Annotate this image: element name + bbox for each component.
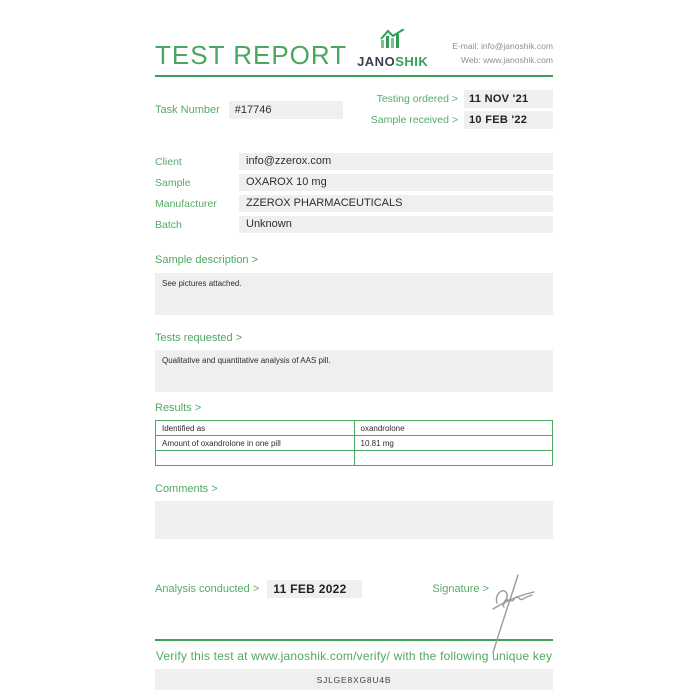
analysis-date-value: 11 FEB 2022: [267, 580, 362, 598]
result-value-amount: 10.81 mg: [354, 436, 553, 451]
manufacturer-value: ZZEROX PHARMACEUTICALS: [239, 195, 553, 212]
sample-label: Sample: [155, 177, 191, 189]
bar-chart-growth-icon: [379, 29, 407, 53]
client-label: Client: [155, 156, 182, 168]
results-table: [155, 420, 553, 466]
sample-received-row: [371, 111, 553, 129]
info-row-manufacturer: [155, 195, 553, 212]
comments-box: [155, 501, 553, 539]
comments-section: [155, 483, 553, 539]
report-header: [155, 28, 553, 70]
comments-heading: Comments >: [155, 483, 218, 495]
contact-info: [452, 39, 553, 70]
dates-column: [371, 90, 553, 129]
info-row-client: [155, 153, 553, 170]
page-title: TEST REPORT: [155, 40, 348, 70]
batch-value: Unknown: [239, 216, 553, 233]
signature-label: Signature >: [432, 583, 489, 595]
task-row: [155, 90, 553, 129]
logo-jano-text: JANO: [357, 54, 396, 69]
result-key-empty: [156, 451, 355, 466]
header-divider: [155, 75, 553, 77]
results-section: [155, 402, 553, 466]
analysis-conducted-group: [155, 580, 362, 598]
sample-description-heading: Sample description >: [155, 254, 259, 266]
testing-ordered-label: Testing ordered >: [376, 93, 458, 105]
table-row: [156, 451, 553, 466]
verify-instructions: Verify this test at www.janoshik.com/verify/ with the following unique key: [155, 649, 553, 663]
task-number-value: #17746: [229, 101, 343, 119]
info-row-batch: [155, 216, 553, 233]
tests-requested-heading: Tests requested >: [155, 332, 243, 344]
sample-received-label: Sample received >: [370, 114, 458, 126]
testing-ordered-row: [371, 90, 553, 108]
signature-image: [480, 573, 539, 657]
info-row-sample: [155, 174, 553, 191]
sample-value: OXAROX 10 mg: [239, 174, 553, 191]
result-value-identified: oxandrolone: [354, 421, 553, 436]
task-number-label: Task Number: [155, 103, 220, 116]
table-row: [156, 436, 553, 451]
contact-web: Web: www.janoshik.com: [461, 54, 553, 65]
tests-requested-box: Qualitative and quantitative analysis of AAS pill.: [155, 350, 553, 392]
result-key-amount: Amount of oxandrolone in one pill: [156, 436, 355, 451]
batch-label: Batch: [155, 219, 182, 231]
sample-info-block: [155, 153, 553, 233]
logo-wordmark: [357, 55, 428, 68]
table-row: [156, 421, 553, 436]
logo-shik-text: SHIK: [395, 54, 429, 69]
client-value: info@zzerox.com: [239, 153, 553, 170]
tests-requested-section: [155, 332, 553, 392]
analysis-conducted-label: Analysis conducted >: [155, 583, 260, 595]
janoshik-logo: [357, 29, 428, 70]
testing-ordered-value: 11 NOV '21: [464, 90, 553, 108]
result-key-identified: Identified as: [156, 421, 355, 436]
contact-email: E-mail: info@janoshik.com: [452, 40, 553, 51]
sample-description-box: See pictures attached.: [155, 273, 553, 315]
results-heading: Results >: [155, 402, 202, 414]
result-value-empty: [354, 451, 553, 466]
unique-key-value: SJLGE8XG8U4B: [155, 669, 553, 690]
manufacturer-label: Manufacturer: [155, 198, 217, 210]
task-number-group: [155, 90, 343, 129]
sample-received-value: 10 FEB '22: [464, 111, 553, 129]
sample-description-section: [155, 254, 553, 315]
